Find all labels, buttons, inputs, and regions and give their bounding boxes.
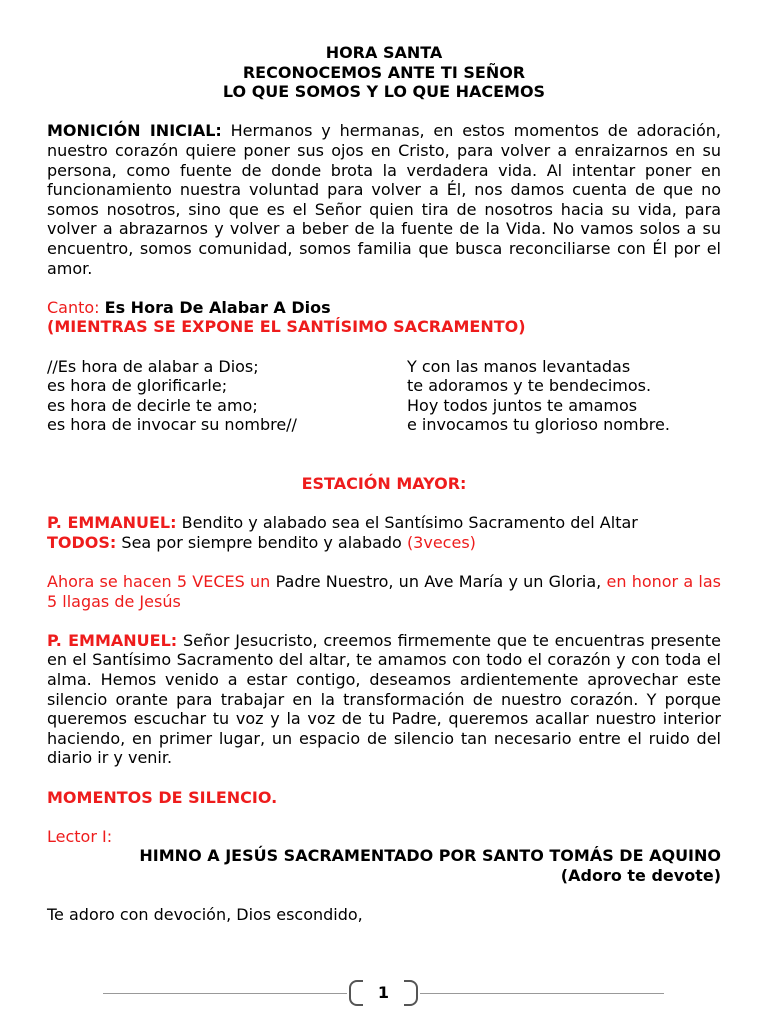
monicion-paragraph (47, 121, 721, 278)
footer-rule-left (103, 993, 347, 994)
lector-label: Lector I: (47, 826, 113, 846)
ahora-red-2: en honor a las 5 llagas de Jesús (47, 572, 722, 611)
lyric-line: //Es hora de alabar a Dios; (47, 356, 259, 376)
ahora-red-1: Ahora se hacen 5 VECES un (47, 572, 276, 592)
silencio-heading: MOMENTOS DE SILENCIO. (47, 787, 278, 807)
p-emmanuel-label: P. EMMANUEL: (47, 513, 177, 533)
oracion-paragraph (47, 631, 721, 768)
todos-text: Sea por siempre bendito y alabado (116, 532, 407, 552)
himno-title: HIMNO A JESÚS SACRAMENTADO POR SANTO TOMÁS DE AQUINO (139, 846, 721, 866)
himno-subtitle: (Adoro te devote) (560, 865, 721, 885)
lyric-line: es hora de glorificarle; (47, 376, 228, 396)
footer-brace-left (349, 980, 363, 1006)
footer-rule-right (420, 993, 664, 994)
canto-note: (MIENTRAS SE EXPONE EL SANTÍSIMO SACRAMENTO) (47, 317, 526, 337)
canto-lyrics-left (47, 357, 407, 435)
todos-note: (3veces) (406, 532, 476, 552)
estacion-todos-line (47, 533, 721, 553)
title-line-1: HORA SANTA (325, 43, 443, 62)
ahora-paragraph (47, 572, 721, 611)
lyric-line: es hora de invocar su nombre// (47, 415, 297, 435)
monicion-text: Hermanos y hermanas, en estos momentos de adoración, nuestro corazón quiere poner sus ojos en Cristo, para volver a enraizarnos en su persona, como fuente de donde brota la verdadera vida. Al intentar poner en funcionamiento nuestra voluntad para volver a Él, nos damos cuenta de que no somos nosotros, sino que es el Señor quien tira de nosotros hacia su vida, para volver a abrazarnos y volver a beber de la fuente de la Vida. No vamos solos a su encuentro, somos comunidad, somos familia que busca reconciliarse con Él por el amor. (47, 121, 721, 278)
oracion-label: P. EMMANUEL: (47, 630, 178, 650)
lyric-line: es hora de decirle te amo; (47, 395, 258, 415)
page-number: 1 (377, 983, 390, 1002)
lyric-line: Y con las manos levantadas (407, 356, 631, 376)
monicion-label: MONICIÓN INICIAL: (47, 121, 222, 141)
title-line-3: LO QUE SOMOS Y LO QUE HACEMOS (222, 82, 546, 102)
oracion-text: Señor Jesucristo, creemos firmemente que te encuentras presente en el Santísimo Sacramento del altar, te amamos con todo el corazón y con toda el alma. Hemos venido a estar contigo, deseamos ardientemente aprovechar este silencio orante para trabajar en la transformación de nuestro corazón. Y porque queremos escuchar tu voz y la voz de tu Padre, queremos acallar nuestro interior haciendo, en primer lugar, un espacio de silencio tan necesario entre el ruido del diario ir y venir. (47, 630, 722, 768)
himno-first-line: Te adoro con devoción, Dios escondido, (47, 905, 363, 925)
canto-label: Canto: (47, 297, 105, 317)
lyric-line: e invocamos tu glorioso nombre. (407, 415, 670, 435)
footer-brace-right (404, 980, 418, 1006)
canto-lyrics-right (407, 357, 721, 435)
title-line-2: RECONOCEMOS ANTE TI SEÑOR (242, 62, 526, 82)
p-emmanuel-text: Bendito y alabado sea el Santísimo Sacramento del Altar (176, 513, 638, 533)
ahora-black: Padre Nuestro, un Ave María y un Gloria, (275, 572, 602, 592)
canto-heading (47, 298, 721, 318)
document-page (47, 43, 721, 925)
estacion-heading: ESTACIÓN MAYOR: (301, 474, 467, 494)
canto-lyrics (47, 357, 721, 435)
page-footer (0, 980, 768, 1008)
canto-title: Es Hora De Alabar A Dios (104, 297, 331, 317)
lyric-line: Hoy todos juntos te amamos (407, 395, 638, 415)
lyric-line: te adoramos y te bendecimos. (407, 376, 652, 396)
estacion-p-line (47, 513, 721, 533)
title-block (47, 43, 721, 102)
todos-label: TODOS: (47, 532, 117, 552)
